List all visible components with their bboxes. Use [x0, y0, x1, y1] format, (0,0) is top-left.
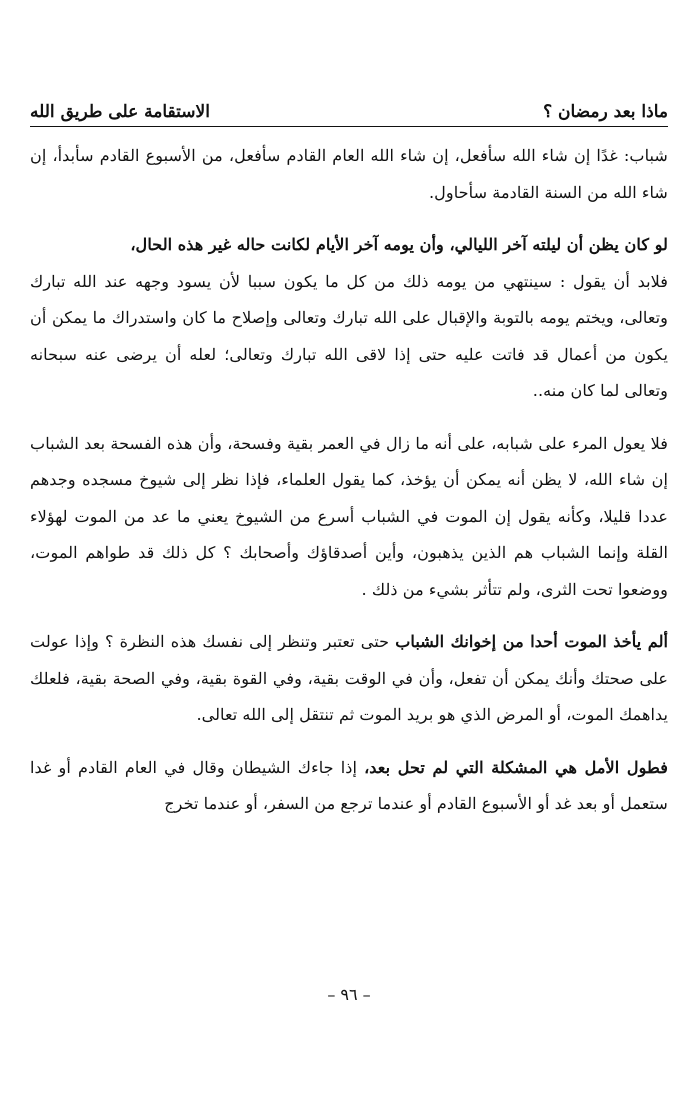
- header-divider: [30, 126, 668, 127]
- paragraph: [30, 750, 668, 823]
- running-header: [30, 92, 668, 122]
- bold-phrase: لو كان يظن أن ليلته آخر الليالي، وأن يومه آخر الأيام لكانت حاله غير هذه الحال،: [130, 235, 668, 254]
- header-chapter-title: ماذا بعد رمضان ؟: [543, 102, 668, 122]
- bold-phrase: ألم يأخذ الموت أحدا من إخوانك الشباب: [395, 632, 669, 651]
- paragraph: [30, 426, 668, 609]
- paragraph-bold-heading: [30, 227, 668, 264]
- page-number: – ٩٦ –: [327, 985, 371, 1004]
- paragraph: [30, 624, 668, 734]
- paragraph-text: إذا جاءك الشيطان وقال في العام القادم أو غدا ستعمل أو بعد غد أو الأسبوع القادم أو عندما ترجع من السفر، أو عندما تخرج: [30, 757, 668, 813]
- paragraph-text: حتى تعتبر وتنظر إلى نفسك هذه النظرة ؟ وإذا عولت على صحتك وأنك يمكن أن تفعل، وأن في الوقت بقية، وفي القوة بقية، وفي الصحة بقية، فلعلك يداهمك الموت، أو المرض الذي هو بريد الموت ثم تنتقل إلى الله تعالى.: [30, 632, 668, 724]
- paragraph-text: فلابد أن يقول : سينتهي من يومه ذلك من كل ما يكون سببا لأن يسود وجهه عند الله تبارك وتعالى، ويختم يومه بالتوبة والإقبال على الله تبارك وتعالى وإصلاح ما كان واستدراك ما يمكن أن يكون من أعمال قد فاتت عليه حتى إذا لاقى الله تبارك وتعالى؛ لعله أن يرضى عنه سبحانه وتعالى لما كان منه..: [30, 271, 668, 400]
- bold-phrase: فطول الأمل هي المشكلة التي لم تحل بعد،: [364, 757, 668, 777]
- paragraph-text: شباب: غدًا إن شاء الله سأفعل، إن شاء الله العام القادم سأفعل، من الأسبوع القادم سأبدأ، إن شاء الله من السنة القادمة سأحاول.: [30, 146, 668, 202]
- paragraph: [30, 138, 668, 211]
- header-section-title: الاستقامة على طريق الله: [30, 102, 210, 122]
- paragraph: [30, 264, 668, 410]
- body-text: [30, 138, 668, 823]
- paragraph-text: فلا يعول المرء على شبابه، على أنه ما زال في العمر بقية وفسحة، وأن هذه الفسحة بعد الشباب إن شاء الله، لا يظن أنه يمكن أن يؤخذ، كما يقول العلماء، فإذا نظر إلى شيوخ مسجده وجدهم عددا قليلا، وكأنه يقول إن الموت في الشباب أسرع من الشيوخ يعني ما عد من الموت لهؤلاء القلة وإنما الشباب هم الذين يذهبون، وأين أصدقاؤك وأصحابك ؟ كل ذلك قد طواهم الموت، ووضعوا تحت الثرى، ولم تتأثر بشيء من ذلك .: [30, 433, 668, 599]
